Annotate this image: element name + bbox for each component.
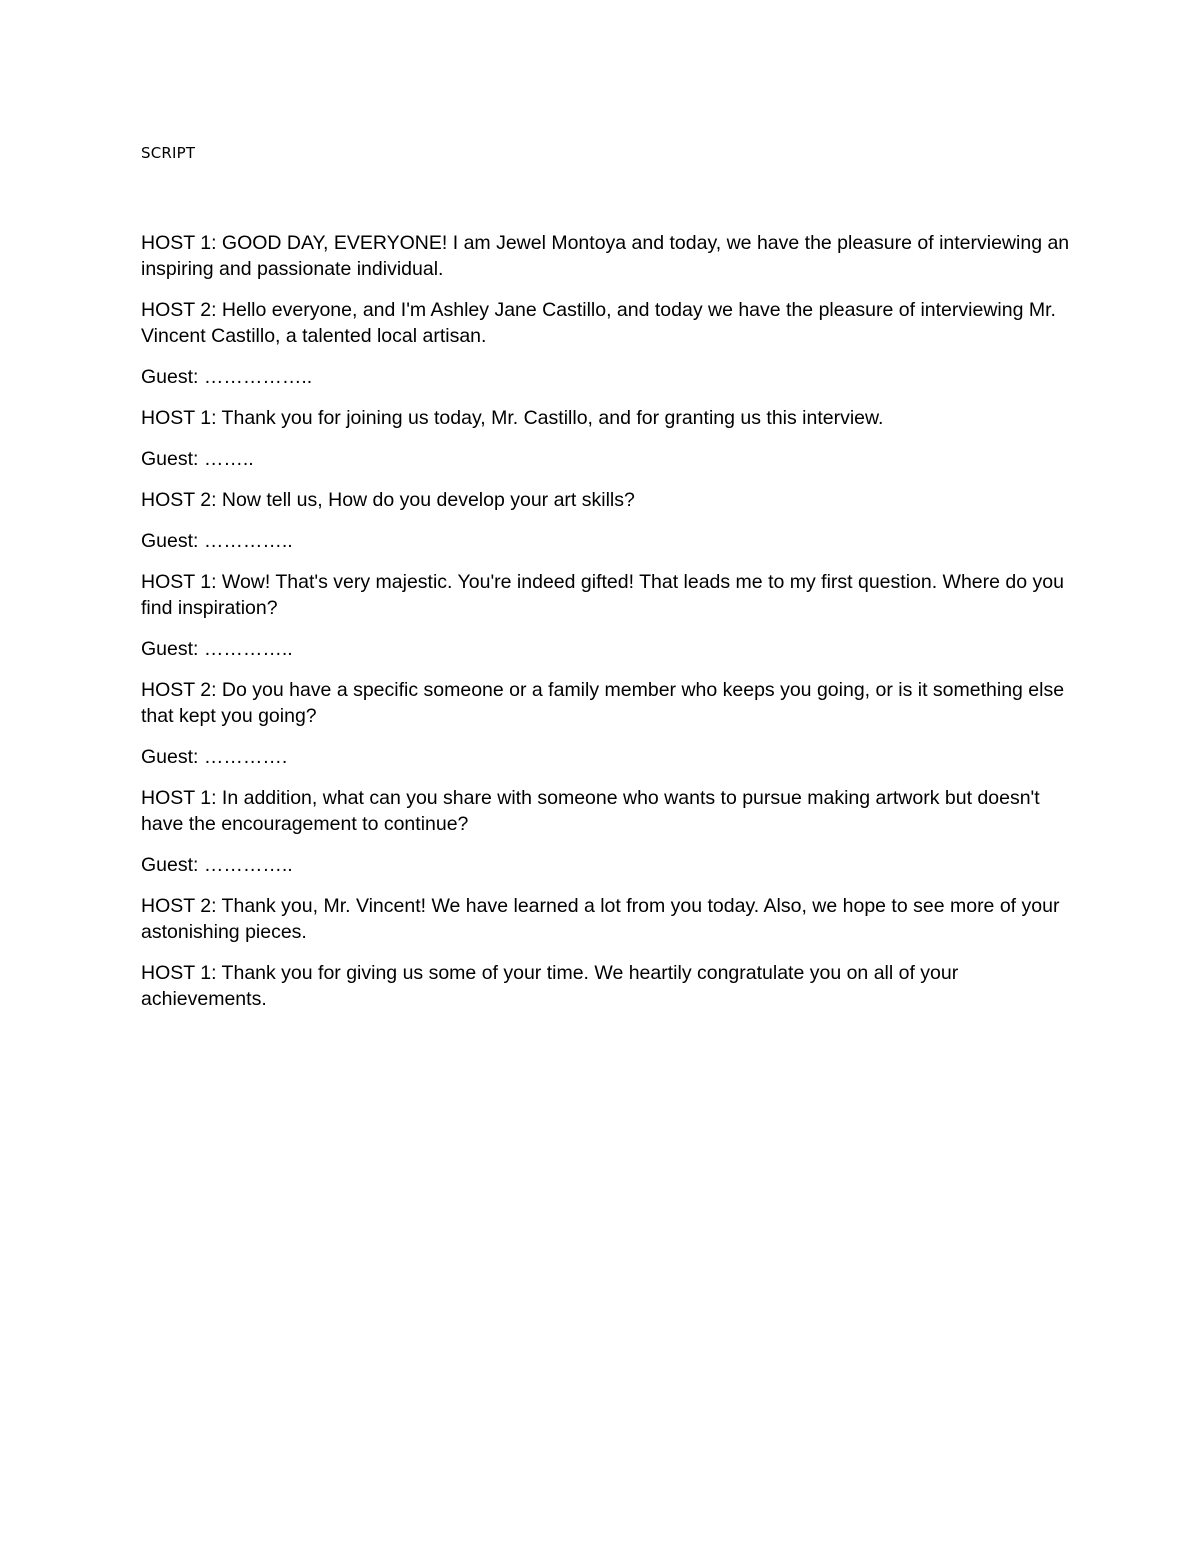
- host1-question-inspiration: HOST 1: Wow! That's very majestic. You're indeed gifted! That leads me to my first question. Where do you find inspiration?: [141, 571, 1064, 619]
- guest-response: Guest: …………..: [141, 530, 293, 552]
- guest-response: Guest: ………….: [141, 746, 288, 768]
- guest-response: Guest: …………..: [141, 854, 293, 876]
- guest-response: Guest: ……………..: [141, 366, 313, 388]
- script-body: [141, 230, 1071, 1027]
- host1-question-advice: HOST 1: In addition, what can you share with someone who wants to pursue making artwork but doesn't have the encouragement to continue?: [141, 787, 1040, 835]
- host2-introduction: HOST 2: Hello everyone, and I'm Ashley Jane Castillo, and today we have the pleasure of interviewing Mr. Vincent Castillo, a talented local artisan.: [141, 299, 1056, 347]
- host2-question-motivation: HOST 2: Do you have a specific someone or a family member who keeps you going, or is it something else that kept you going?: [141, 679, 1065, 727]
- host1-thanks: HOST 1: Thank you for joining us today, Mr. Castillo, and for granting us this interview.: [141, 407, 884, 429]
- host1-closing: HOST 1: Thank you for giving us some of your time. We heartily congratulate you on all of your achievements.: [141, 962, 959, 1010]
- document-title: SCRIPT: [141, 144, 196, 162]
- host2-closing: HOST 2: Thank you, Mr. Vincent! We have learned a lot from you today. Also, we hope to see more of your astonishing pieces.: [141, 895, 1060, 943]
- guest-response: Guest: ……..: [141, 448, 254, 470]
- guest-response: Guest: …………..: [141, 638, 293, 660]
- host2-question-skills: HOST 2: Now tell us, How do you develop your art skills?: [141, 489, 635, 511]
- host1-greeting: HOST 1: GOOD DAY, EVERYONE! I am Jewel Montoya and today, we have the pleasure of interviewing an inspiring and passionate individual.: [141, 232, 1070, 280]
